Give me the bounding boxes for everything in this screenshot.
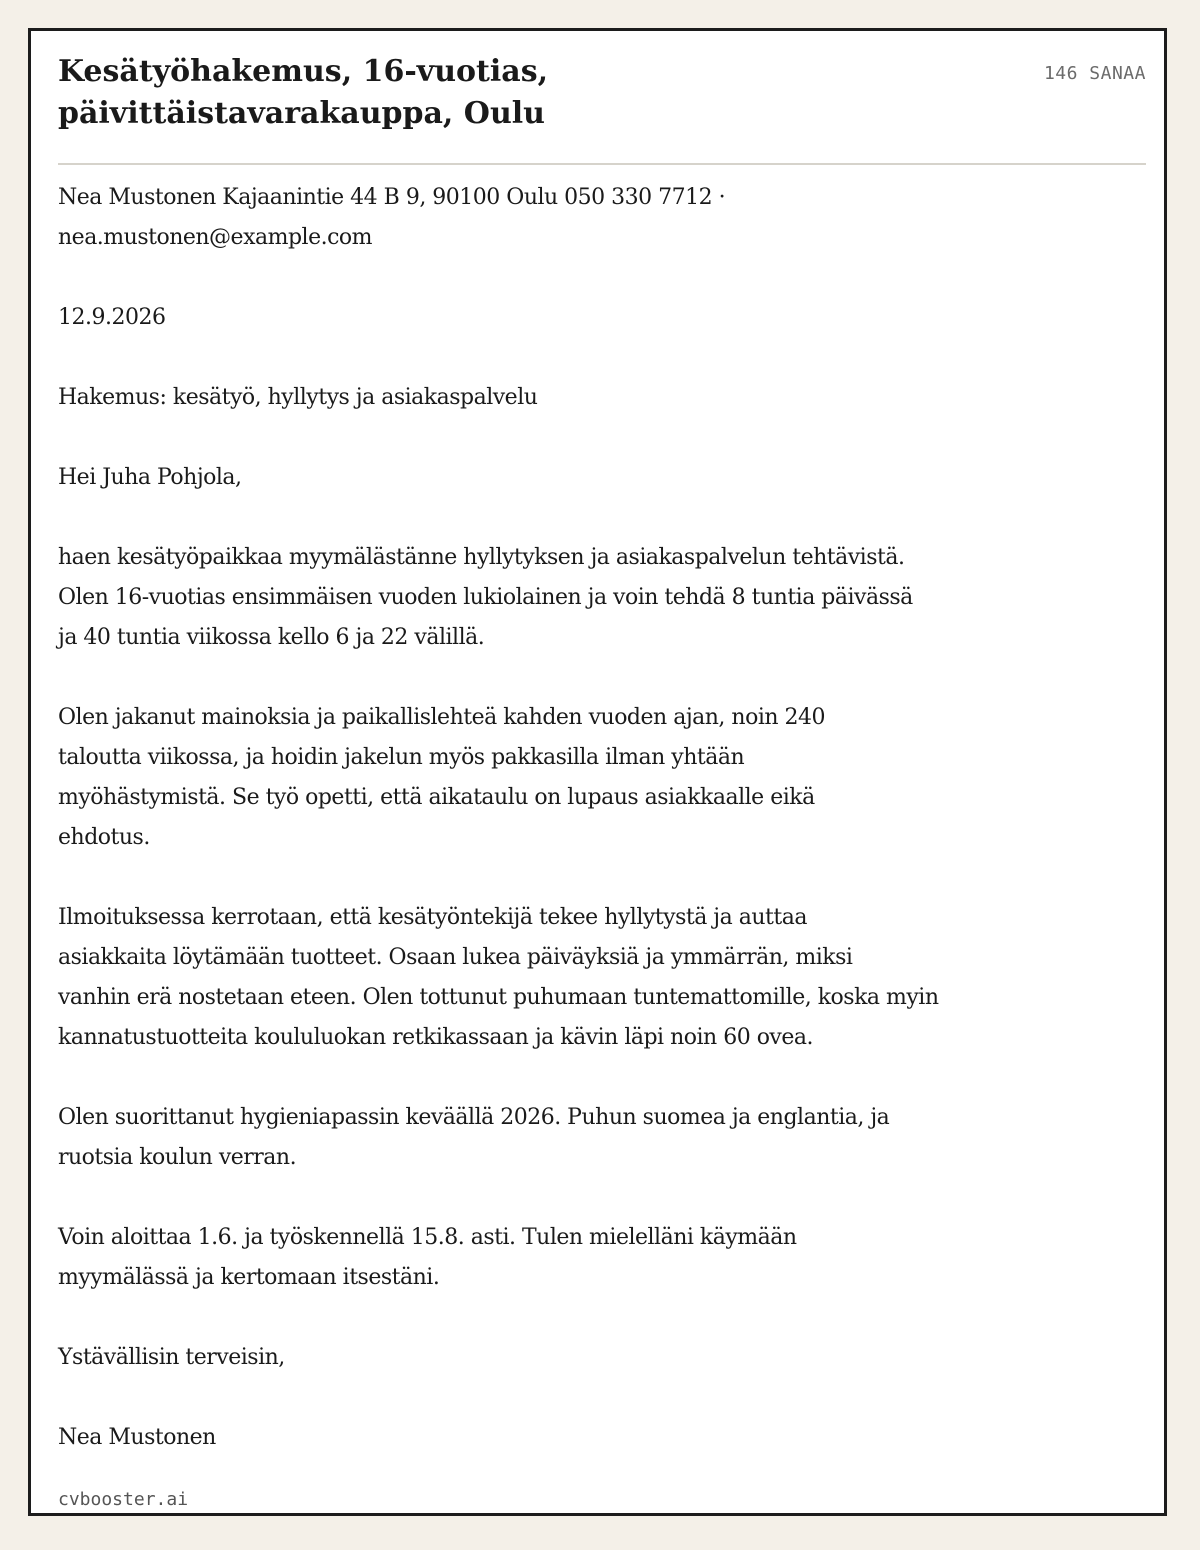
letter-signature: Nea Mustonen <box>58 1425 216 1450</box>
contact-info: Nea Mustonen Kajaanintie 44 B 9, 90100 Oulu 050 330 7712 · nea.mustonen@example.com <box>58 185 726 250</box>
letter-paragraph: haen kesätyöpaikkaa myymälästänne hyllytyksen ja asiakaspalvelun tehtävistä. Olen 16-vuotias ensimmäisen vuoden lukiolainen ja voin tehdä 8 tuntia päivässä ja 40 tuntia viikossa kello 6 ja 22 välillä. <box>58 545 913 650</box>
letter-greeting: Hei Juha Pohjola, <box>58 465 242 490</box>
letter-paragraph: Ilmoituksessa kerrotaan, että kesätyöntekijä tekee hyllytystä ja auttaa asiakkaita löytämään tuotteet. Osaan lukea päiväyksiä ja ymmärrän, miksi vanhin erä nostetaan eteen. Olen tottunut puhumaan tuntemattomille, koska myin kannatustuotteita koululuokan retkikassaan ja kävin läpi noin 60 ovea. <box>58 905 939 1050</box>
document-header <box>58 51 1146 165</box>
letter-paragraph: Voin aloittaa 1.6. ja työskennellä 15.8. asti. Tulen mielelläni käymään myymälässä ja kertomaan itsestäni. <box>58 1225 797 1290</box>
footer-brand: cvbooster.ai <box>58 1489 189 1510</box>
word-count-badge: 146 SANAA <box>1043 63 1146 84</box>
letter-body <box>58 178 1058 1458</box>
letter-paragraph: Olen jakanut mainoksia ja paikallislehteä kahden vuoden ajan, noin 240 taloutta viikossa, ja hoidin jakelun myös pakkasilla ilman yhtään myöhästymistä. Se työ opetti, että aikataulu on lupaus asiakkaalle eikä ehdotus. <box>58 705 826 850</box>
letter-paragraph: Olen suorittanut hygieniapassin keväällä 2026. Puhun suomea ja englantia, ja ruotsia koulun verran. <box>58 1105 890 1170</box>
document-card <box>28 28 1167 1516</box>
letter-subject: Hakemus: kesätyö, hyllytys ja asiakaspalvelu <box>58 385 538 410</box>
letter-date: 12.9.2026 <box>58 305 166 330</box>
document-title: Kesätyöhakemus, 16-vuotias, päivittäistavarakauppa, Oulu <box>58 54 549 131</box>
letter-closing: Ystävällisin terveisin, <box>58 1345 285 1370</box>
